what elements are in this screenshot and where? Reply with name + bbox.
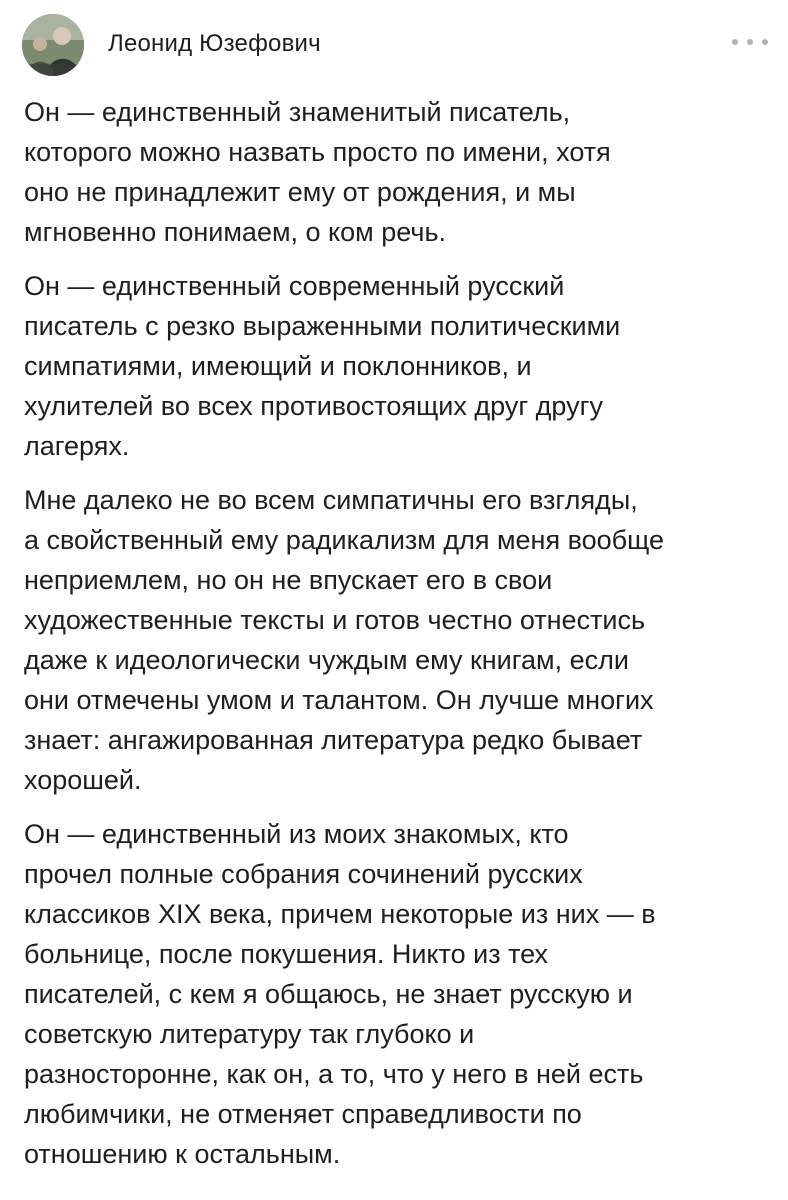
text-line: лагерях. xyxy=(24,431,130,461)
text-line: а свойственный ему радикализм для меня вообще xyxy=(24,525,665,555)
more-horizontal-icon xyxy=(762,39,768,45)
post-paragraph xyxy=(24,814,774,1174)
text-line: хорошей. xyxy=(24,765,142,795)
text-line: Он — единственный современный русский xyxy=(24,271,565,301)
post-paragraph xyxy=(24,266,774,466)
text-line: неприемлем, но он не впускает его в свои xyxy=(24,565,553,595)
text-line: оно не принадлежит ему от рождения, и мы xyxy=(24,177,576,207)
text-line: мгновенно понимаем, о ком речь. xyxy=(24,217,447,247)
text-line: отношению к остальным. xyxy=(24,1139,341,1169)
text-line: любимчики, не отменяет справедливости по xyxy=(24,1099,582,1129)
post-text xyxy=(24,92,774,1188)
author-name[interactable]: Леонид Юзефович xyxy=(108,30,321,57)
post-paragraph xyxy=(24,480,774,800)
post-header xyxy=(22,14,768,76)
text-line: они отмечены умом и талантом. Он лучше многих xyxy=(24,685,654,715)
text-line: классиков XIX века, причем некоторые из них — в xyxy=(24,899,656,929)
author-avatar[interactable] xyxy=(22,14,84,76)
text-line: которого можно назвать просто по имени, хотя xyxy=(24,137,611,167)
text-line: Он — единственный знаменитый писатель, xyxy=(24,97,571,127)
text-line: даже к идеологически чуждым ему книгам, если xyxy=(24,645,629,675)
more-options-button[interactable] xyxy=(732,32,768,52)
text-line: писатель с резко выраженными политическими xyxy=(24,311,621,341)
more-horizontal-icon xyxy=(747,39,753,45)
text-line: разносторонне, как он, а то, что у него в ней есть xyxy=(24,1059,644,1089)
more-horizontal-icon xyxy=(732,39,738,45)
text-line: художественные тексты и готов честно отнестись xyxy=(24,605,646,635)
text-line: симпатиями, имеющий и поклонников, и xyxy=(24,351,532,381)
text-line: советскую литературу так глубоко и xyxy=(24,1019,475,1049)
text-line: прочел полные собрания сочинений русских xyxy=(24,859,583,889)
post-paragraph xyxy=(24,92,774,252)
text-line: Он — единственный из моих знакомых, кто xyxy=(24,819,569,849)
text-line: больнице, после покушения. Никто из тех xyxy=(24,939,549,969)
text-line: Мне далеко не во всем симпатичны его взгляды, xyxy=(24,485,638,515)
user-avatar-photo-icon xyxy=(22,14,84,76)
text-line: знает: ангажированная литература редко бывает xyxy=(24,725,643,755)
text-line: писателей, с кем я общаюсь, не знает русскую и xyxy=(24,979,633,1009)
text-line: хулителей во всех противостоящих друг другу xyxy=(24,391,603,421)
